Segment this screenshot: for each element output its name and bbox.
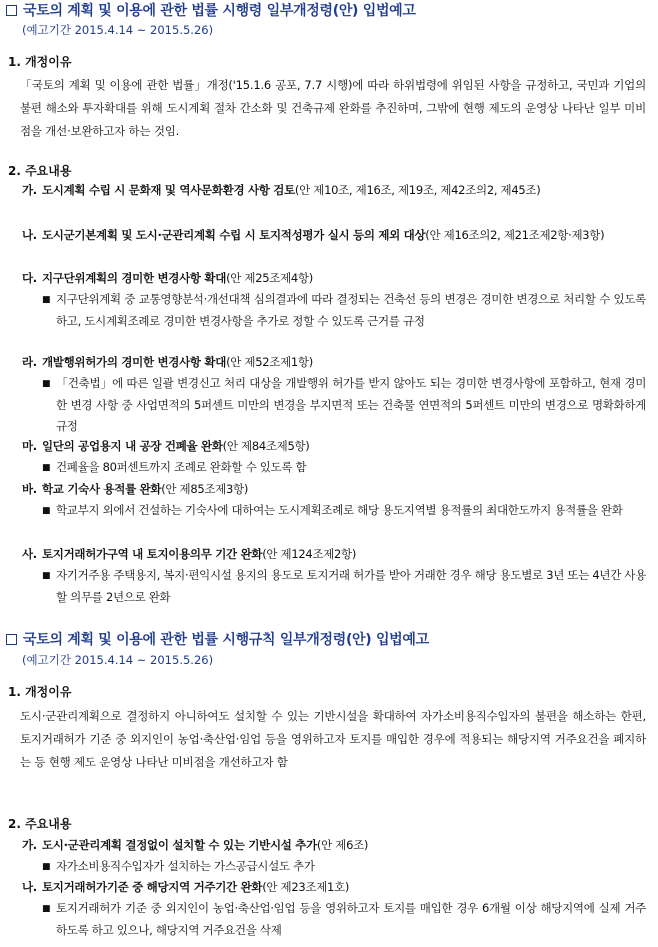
section-1-item-ba: 바. 학교 기숙사 용적률 완화(안 제85조제3항) (22, 482, 249, 496)
section-1-item-ma-detail: ■ 건폐율을 80퍼센트까지 조례로 완화할 수 있도록 함 (42, 457, 646, 479)
bullet-icon: ■ (42, 295, 51, 305)
section-2-item-na: 나. 토지거래허가기준 중 해당지역 거주기간 완화(안 제23조제1호) (22, 880, 350, 894)
checkbox-square-icon (6, 5, 17, 16)
section-1-period: (예고기간 2015.4.14 ~ 2015.5.26) (22, 23, 214, 37)
section-2-content-heading: 2. 주요내용 (8, 817, 72, 831)
section-1-item-ga: 가. 도시계획 수립 시 문화재 및 역사문화환경 사항 검토(안 제10조, 제16조, 제19조, 제42조의2, 제45조) (22, 183, 541, 197)
bullet-icon: ■ (42, 904, 51, 914)
section-1-item-ba-detail: ■ 학교부지 외에서 건설하는 기숙사에 대하여는 도시계획조례로 해당 용도지역별 용적률의 최대한도까지 용적률을 완화 (42, 500, 646, 522)
section-2-reason-text: 도시·군관리계획으로 결정하지 아니하여도 설치할 수 있는 기반시설을 확대하여 자가소비용직수입자의 불편을 해소하는 한편, 토지거래허가 기준 중 외지인이 농업·축산업·임업 등을 영위하고자 토지를 매입한 경우에 적용되는 해당지역 거주요건을 폐지하는 등 현행 제도 운영상 나타난 미비점을 개선하고자 함 (20, 709, 646, 769)
section-2-item-na-detail: ■ 토지거래허가 기준 중 외지인이 농업·축산업·임업 등을 영위하고자 토지를 매입한 경우 6개월 이상 해당지역에 실제 거주하도록 하고 있으나, 해당지역 거주요건을 삭제 (42, 901, 646, 937)
section-1-item-na: 나. 도시군기본계획 및 도시·군관리계획 수립 시 토지적성평가 실시 등의 제외 대상(안 제16조의2, 제21조제2항·제3항) (22, 228, 605, 242)
section-2-period: (예고기간 2015.4.14 ~ 2015.5.26) (22, 653, 214, 667)
section-1-item-sa-detail: ■ 자기거주용 주택용지, 복지·편익시설 용지의 용도로 토지거래 허가를 받아 거래한 경우 해당 용도별로 3년 또는 4년간 사용할 의무를 2년으로 완화 (42, 568, 646, 604)
bullet-icon: ■ (42, 506, 51, 516)
section-1-item-da: 다. 지구단위계획의 경미한 변경사항 확대(안 제25조제4항) (22, 271, 313, 285)
section-1-title: 국토의 계획 및 이용에 관한 법률 시행령 일부개정령(안) 입법예고 (6, 2, 416, 20)
checkbox-square-icon (6, 634, 17, 645)
section-1-item-da-detail: ■ 지구단위계획 중 교통영향분석·개선대책 심의결과에 따라 결정되는 건축선 등의 변경은 경미한 변경으로 처리할 수 있도록 하고, 도시계획조례로 경미한 변경사항을 추가로 정할 수 있도록 근거를 규정 (42, 292, 646, 328)
section-1-item-ma: 마. 일단의 공업용지 내 공장 건폐율 완화(안 제84조제5항) (22, 439, 310, 453)
section-2-item-ga: 가. 도시·군관리계획 결정없이 설치할 수 있는 기반시설 추가(안 제6조) (22, 838, 369, 852)
section-1-item-sa: 사. 토지거래허가구역 내 토지이용의무 기간 완화(안 제124조제2항) (22, 547, 357, 561)
bullet-icon: ■ (42, 463, 51, 473)
section-1-item-ra: 라. 개발행위허가의 경미한 변경사항 확대(안 제52조제1항) (22, 355, 313, 369)
section-2-item-ga-detail: ■ 자가소비용직수입자가 설치하는 가스공급시설도 추가 (42, 856, 646, 878)
bullet-icon: ■ (42, 862, 51, 872)
section-1-reason-heading: 1. 개정이유 (8, 55, 72, 69)
section-2-reason-heading: 1. 개정이유 (8, 685, 72, 699)
section-1-item-ra-detail: ■ 「건축법」에 따른 일괄 변경신고 처리 대상을 개발행위 허가를 받지 않아도 되는 경미한 변경사항에 포함하고, 현재 경미한 변경 사항 중 사업면적의 5퍼센트 미만의 변경을 부지면적 또는 건축물 연면적의 5퍼센트 미만의 변경으로 명확화하게 규정 (42, 376, 646, 433)
bullet-icon: ■ (42, 571, 51, 581)
section-1-reason-text: 「국토의 계획 및 이용에 관한 법률」개정('15.1.6 공포, 7.7 시행)에 따라 하위법령에 위임된 사항을 규정하고, 국민과 기업의 불편 해소와 투자확대를 위해 도시계획 절차 간소화 및 건축규제 완화를 추진하며, 그밖에 현행 제도의 운영상 나타난 일부 미비점을 개선·보완하고자 하는 것임. (20, 78, 646, 138)
section-2-title: 국토의 계획 및 이용에 관한 법률 시행규칙 일부개정령(안) 입법예고 (6, 631, 429, 649)
bullet-icon: ■ (42, 379, 51, 389)
section-1-content-heading: 2. 주요내용 (8, 164, 72, 178)
